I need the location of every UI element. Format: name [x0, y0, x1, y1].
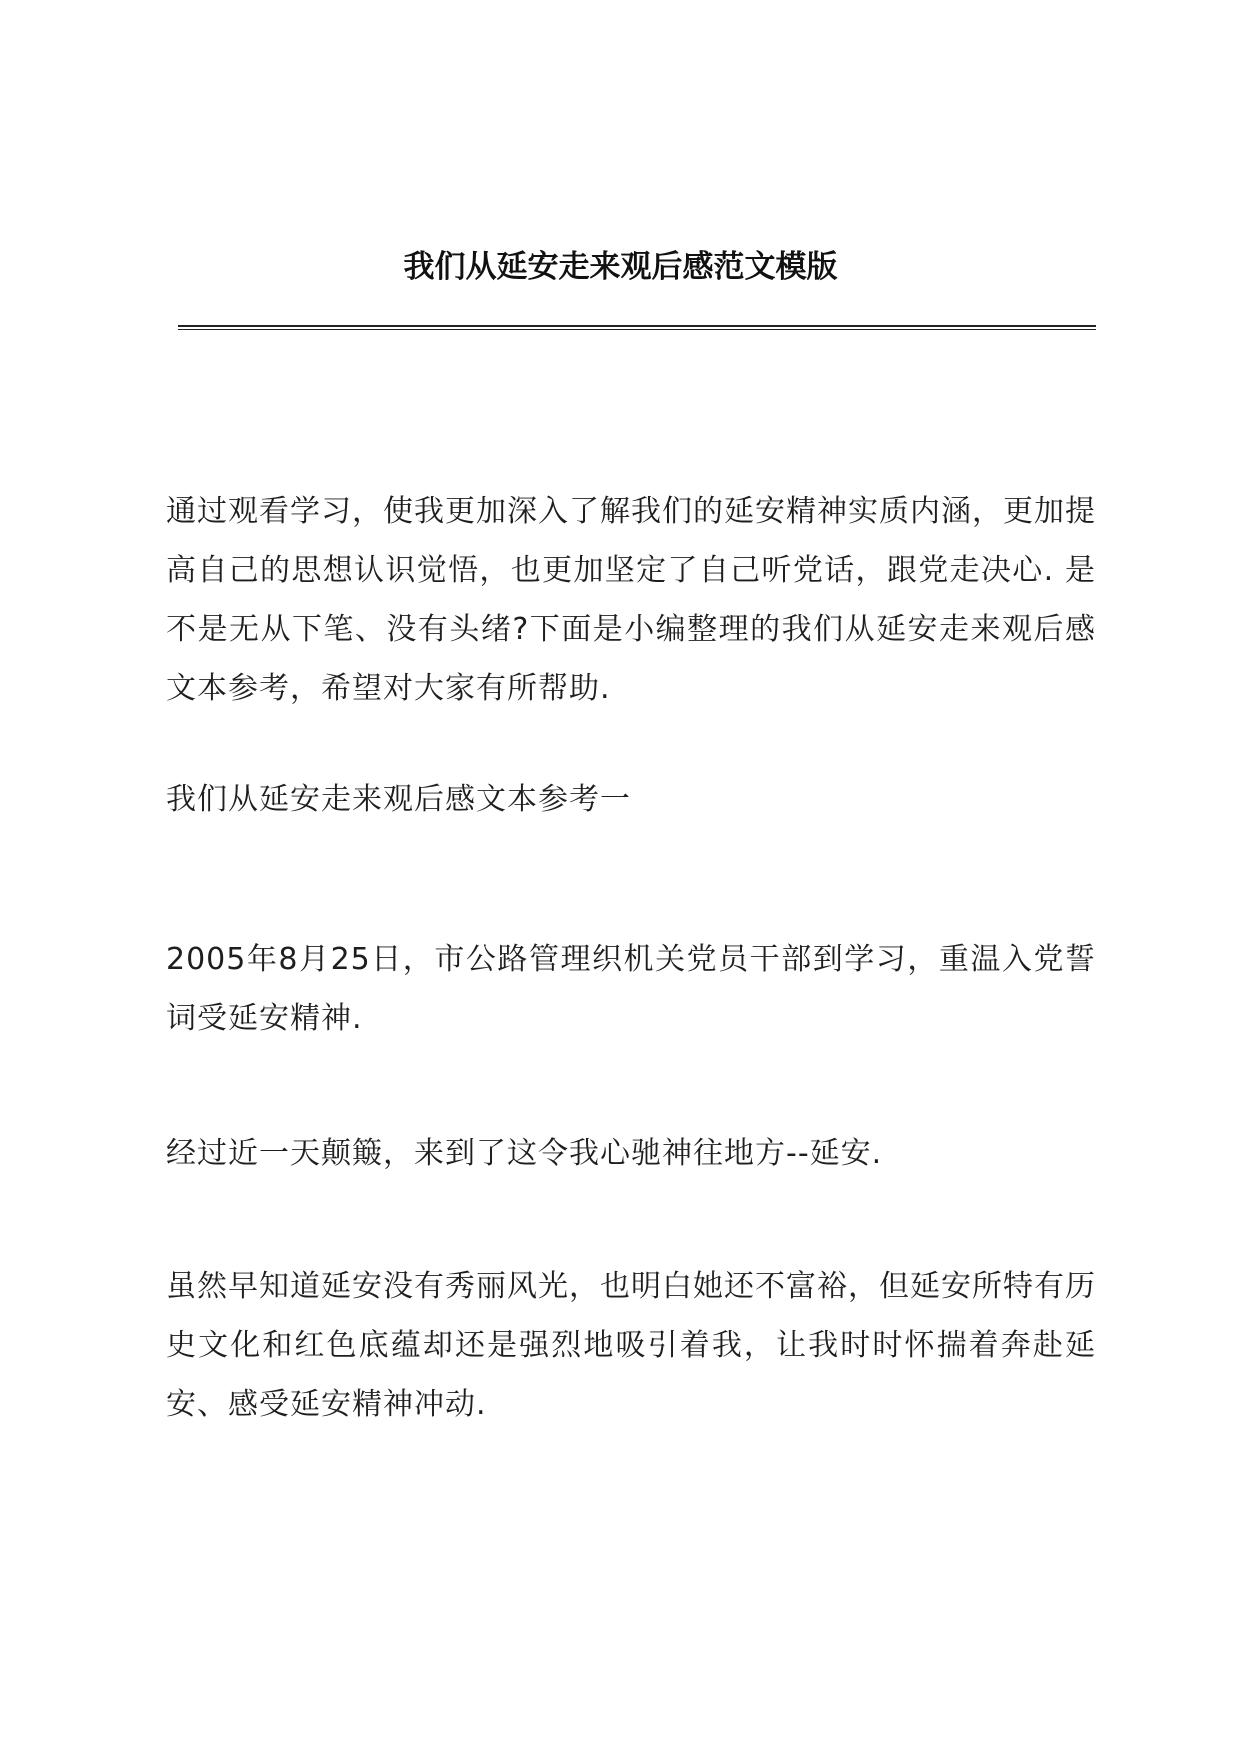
section-heading: 我们从延安走来观后感文本参考一 — [166, 782, 631, 817]
document-title: 我们从延安走来观后感范文模版 — [403, 249, 838, 285]
body-paragraph-arrival: 经过近一天颠簸，来到了这令我心驰神往地方--延安. — [166, 1136, 883, 1171]
title-double-rule — [178, 325, 1096, 330]
intro-paragraph: 通过观看学习，使我更加深入了解我们的延安精神实质内涵，更加提高自己的思想认识觉悟，也更加坚定了自己听党话，跟党走决心. 是不是无从下笔、没有头绪?下面是小编整理的我们从延安走来观后感文本参考，希望对大家有所帮助. — [166, 494, 1096, 706]
body-paragraph-date: 2005年8月25日，市公路管理织机关党员干部到学习，重温入党誓词受延安精神. — [166, 942, 1096, 1036]
body-paragraph-impression: 虽然早知道延安没有秀丽风光，也明白她还不富裕，但延安所特有历史文化和红色底蕴却还是强烈地吸引着我，让我时时怀揣着奔赴延安、感受延安精神冲动. — [166, 1269, 1096, 1422]
